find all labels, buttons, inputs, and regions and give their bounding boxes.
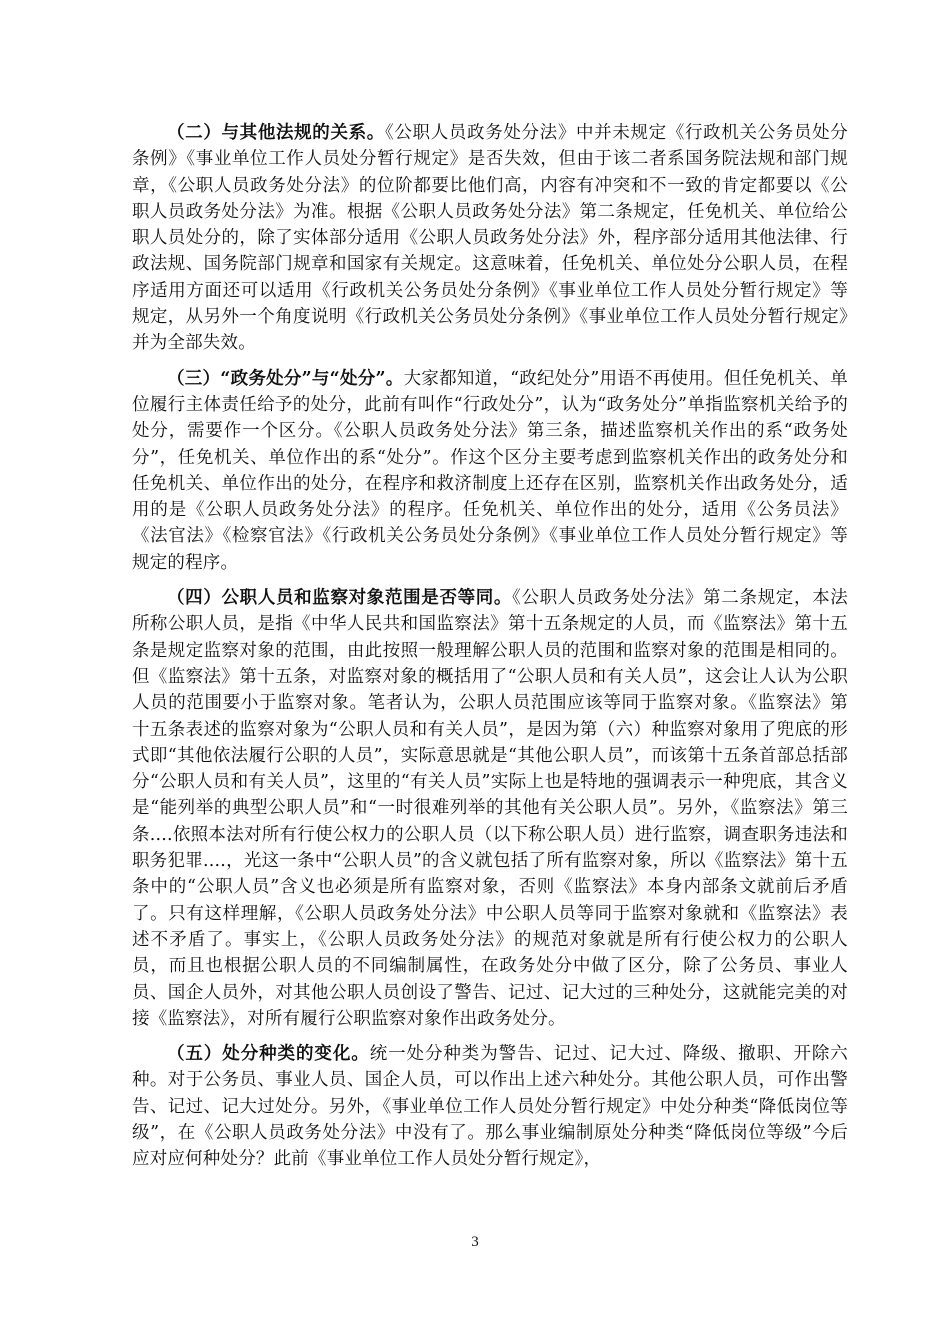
paragraph-heading: （四）公职人员和监察对象范围是否等同。	[167, 588, 513, 609]
paragraph-text: 《公职人员政务处分法》中并未规定《行政机关公务员处分条例》《事业单位工作人员处分暂行规定》是否失效，但由于该二者系国务院法规和部门规章，《公职人员政务处分法》的位阶都要比他们高，内容有冲突和不一致的肯定都要以《公职人员政务处分法》为准。根据《公职人员政务处分法》第二条规定，任免机关、单位给公职人员处分的，除了实体部分适用《公职人员政务处分法》外，程序部分适用其他法律、行政法规、国务院部门规章和国家有关规定。这意味着，任免机关、单位处分公职人员，在程序适用方面还可以适用《行政机关公务员处分条例》《事业单位工作人员处分暂行规定》等规定，从另外一个角度说明《行政机关公务员处分条例》《事业单位工作人员处分暂行规定》并为全部失效。	[132, 123, 848, 354]
paragraph-scope-of-public-officials	[132, 585, 848, 1032]
paragraph-heading: （二）与其他法规的关系。	[167, 123, 385, 143]
paragraph-heading: （三）“政务处分”与“处分”。	[167, 368, 404, 389]
page-number: 3	[471, 1234, 479, 1250]
paragraph-text: 《公职人员政务处分法》第二条规定，本法所称公职人员，是指《中华人民共和国监察法》第十五条规定的人员，而《监察法》第十五条是规定监察对象的范围，由此按照一般理解公职人员的范围和监察对象的范围是相同的。但《监察法》第十五条，对监察对象的概括用了“公职人员和有关人员”，这会让人认为公职人员的范围要小于监察对象。笔者认为，公职人员范围应该等同于监察对象。《监察法》第十五条表述的监察对象为“公职人员和有关人员”，是因为第（六）种监察对象用了兜底的形式即“其他依法履行公职的人员”，实际意思就是“其他公职人员”，而该第十五条首部总括部分“公职人员和有关人员”，这里的“有关人员”实际上也是特地的强调表示一种兜底，其含义是“能列举的典型公职人员”和“一时很难列举的其他有关公职人员”。另外，《监察法》第三条....依照本法对所有行使公权力的公职人员（以下称公职人员）进行监察，调查职务违法和职务犯罪....，光这一条中“公职人员”的含义就包括了所有监察对象，所以《监察法》第十五条中的“公职人员”含义也必须是所有监察对象，否则《监察法》本身内部条文就前后矛盾了。只有这样理解，《公职人员政务处分法》中公职人员等同于监察对象就和《监察法》表述不矛盾了。事实上，《公职人员政务处分法》的规范对象就是所有行使公权力的公职人员，而且也根据公职人员的不同编制属性，在政务处分中做了区分，除了公务员、事业人员、国企人员外，对其他公职人员创设了警告、记过、记大过的三种处分，这就能完美的对接《监察法》，对所有履行公职监察对象作出政务处分。	[132, 588, 848, 1029]
document-body	[132, 120, 848, 1182]
paragraph-text: 统一处分种类为警告、记过、记大过、降级、撤职、开除六种。对于公务员、事业人员、国企人员，可以作出上述六种处分。其他公职人员，可作出警告、记过、记大过处分。另外，《事业单位工作人员处分暂行规定》中处分种类“降低岗位等级”，在《公职人员政务处分法》中没有了。那么事业编制原处分种类“降低岗位等级”今后应对应何种处分？此前《事业单位工作人员处分暂行规定》，	[132, 1044, 849, 1170]
paragraph-sanction-types	[132, 1041, 848, 1172]
paragraph-text: 大家都知道，“政纪处分”用语不再使用。但任免机关、单位履行主体责任给予的处分，此前有叫作“行政处分”，认为“政务处分”单指监察机关给予的处分，需要作一个区分。《公职人员政务处分法》第三条，描述监察机关作出的系“政务处分”，任免机关、单位作出的系“处分”。作这个区分主要考虑到监察机关作出的政务处分和任免机关、单位作出的处分，在程序和救济制度上还存在区别，监察机关作出政务处分，适用的是《公职人员政务处分法》的程序。任免机关、单位作出的处分，适用《公务员法》《法官法》《检察官法》《行政机关公务员处分条例》《事业单位工作人员处分暂行规定》等规定的程序。	[132, 368, 849, 573]
paragraph-heading: （五）处分种类的变化。	[167, 1044, 370, 1065]
paragraph-sanction-terminology	[132, 366, 848, 576]
paragraph-relation-to-other-regulations	[132, 120, 848, 357]
